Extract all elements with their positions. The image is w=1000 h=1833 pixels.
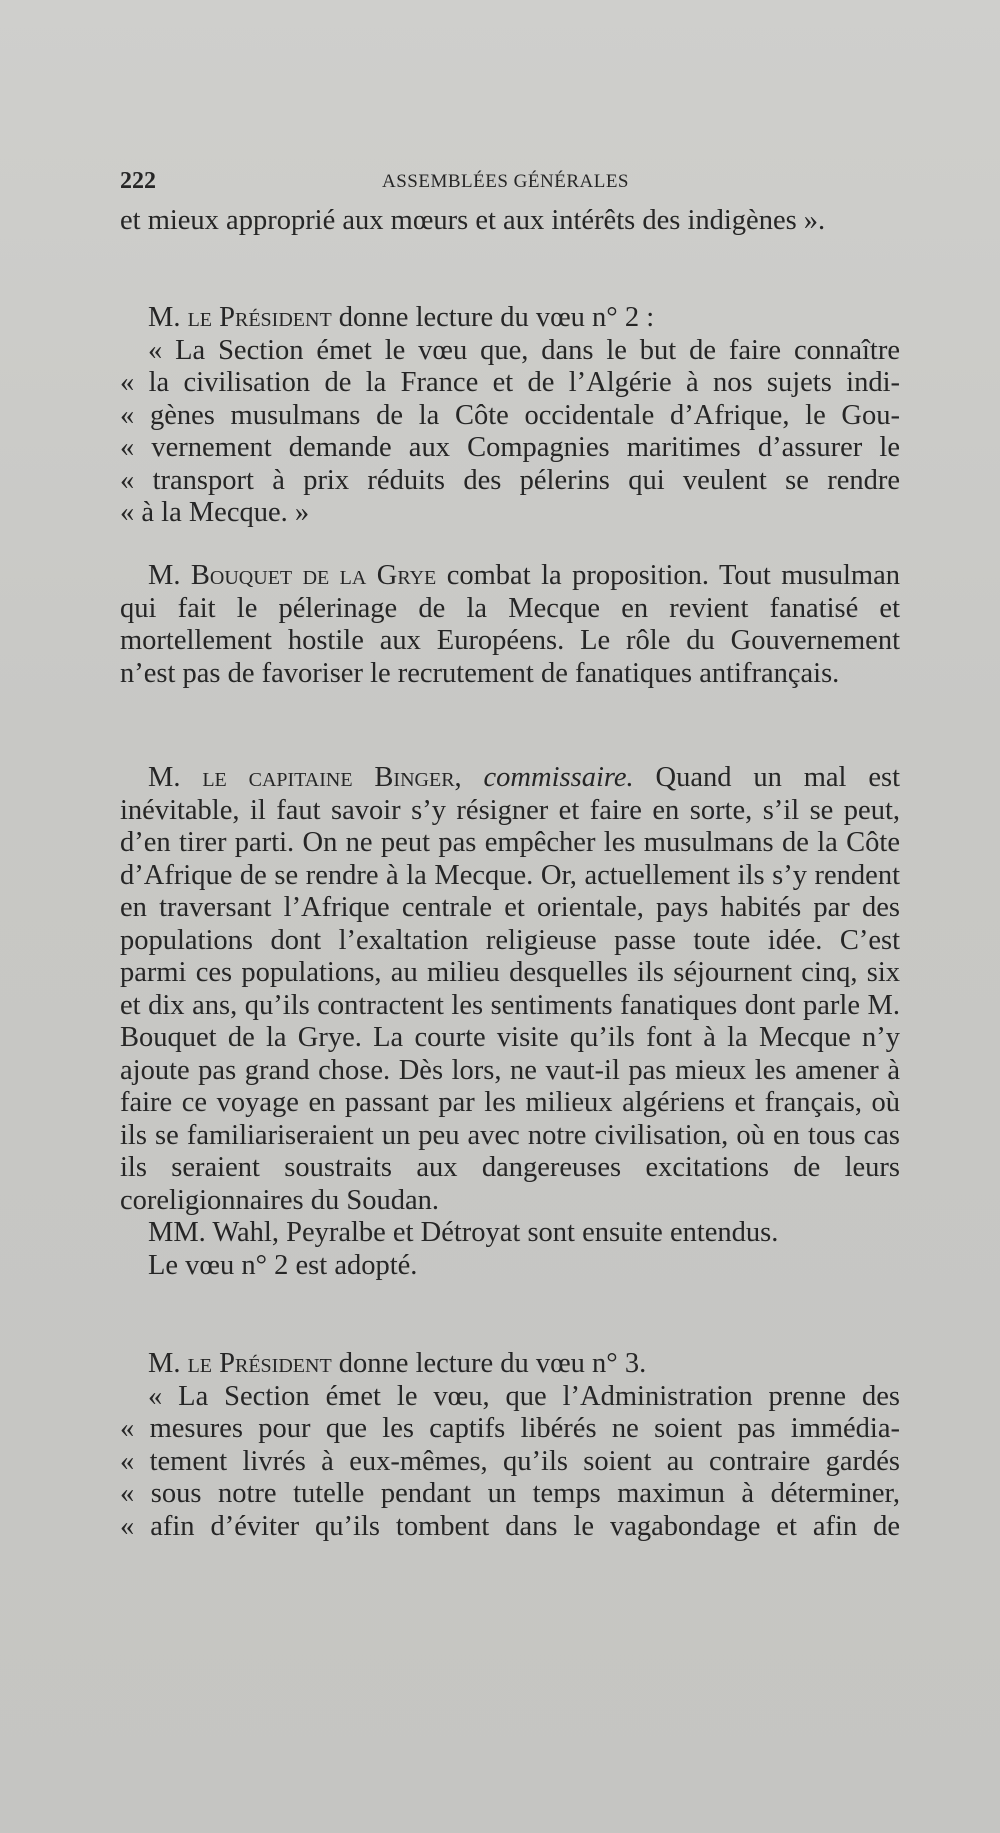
paragraph-binger	[120, 762, 900, 1282]
voeu-3-line: « sous notre tutelle pendant un temps maximun à déterminer,	[120, 1478, 900, 1509]
voeu-3-line: « tement livrés à eux-mêmes, qu’ils soient au contraire gardés	[120, 1445, 900, 1477]
continuation-text: et mieux approprié aux mœurs et aux intérêts des indigènes ».	[120, 205, 826, 236]
speaker-bouquet: M. Bouquet de la Grye	[148, 560, 437, 591]
paragraph-voeu-3	[120, 1348, 900, 1543]
page-number: 222	[120, 168, 156, 194]
binger-body: Quand un mal est inévitable, il faut savoir s’y résigner et faire en sorte, s’il se peut, d’en tirer parti. On ne peut pas empêcher les musulmans de la Côte d’Afrique de se rendre à la Mecque. Or, actuellement ils s’y rendent en traversant l’Afrique centrale et orientale, pays habités par des populations dont l’exaltation religieuse passe toute idée. C’est parmi ces populations, au milieu desquelles ils séjournent cinq, six et dix ans, qu’ils contractent les sentiments fanatiques dont parle M. Bouquet de la Grye. La courte visite qu’ils font à la Mecque n’y ajoute pas grand chose. Dès lors, ne vaut-il pas mieux les amener à faire ce voyage en passant par les milieux algériens et français, où ils se familiariseraient un peu avec notre civilisation, où en tous cas ils seraient soustraits aux dangereuses excitations de leurs coreligionnaires du Soudan.	[120, 762, 900, 1216]
voeu-2-intro	[120, 302, 900, 335]
voeu-2-line: « la civilisation de la France et de l’Algérie à nos sujets indi-	[120, 367, 900, 398]
binger-text	[120, 762, 900, 1217]
voeu-2-line: « vernement demande aux Compagnies maritimes d’assurer le	[120, 432, 900, 463]
continuation-paragraph	[120, 205, 900, 238]
voeu-2-line: « gènes musulmans de la Côte occidentale d’Afrique, le Gou-	[120, 399, 900, 431]
voeu-2-intro-text: donne lecture du vœu n° 2 :	[331, 302, 655, 333]
running-title: ASSEMBLÉES GÉNÉRALES	[382, 171, 629, 192]
bouquet-text	[120, 560, 900, 690]
paragraph-bouquet	[120, 560, 900, 690]
voeu-2-line: « transport à prix réduits des pélerins qui veulent se rendre	[120, 464, 900, 496]
voeu-3-line: « La Section émet le vœu, que l’Administration prenne des	[148, 1380, 900, 1412]
voeu-3-intro-text: donne lecture du vœu n° 3.	[331, 1348, 647, 1379]
paragraph-voeu-2	[120, 302, 900, 530]
bouquet-body: combat la proposition. Tout musulman qui fait le pélerinage de la Mecque en revient fanatisé et mortellement hostile aux Européens. Le rôle du Gouvernement n’est pas de favoriser le recrutement de fanatiques antifrançais.	[120, 560, 901, 689]
voeu-3-line: « afin d’éviter qu’ils tombent dans le vagabondage et afin de	[120, 1510, 900, 1542]
voeu-2-adopted: Le vœu n° 2 est adopté.	[148, 1249, 418, 1281]
speaker-president: M. le Président	[148, 302, 332, 333]
voeu-3-intro	[120, 1348, 900, 1381]
running-head	[120, 168, 900, 198]
speakers-heard: MM. Wahl, Peyralbe et Détroyat sont ensuite entendus.	[148, 1217, 779, 1248]
binger-role: commissaire.	[483, 762, 634, 793]
voeu-2-line: « La Section émet le vœu que, dans le but de faire connaître	[148, 334, 900, 366]
voeu-3-line: « mesures pour que les captifs libérés ne soient pas immédia-	[120, 1413, 900, 1444]
speaker-president: M. le Président	[148, 1348, 332, 1379]
speaker-binger: M. le capitaine Binger,	[148, 762, 462, 793]
voeu-2-line: « à la Mecque. »	[120, 497, 310, 528]
